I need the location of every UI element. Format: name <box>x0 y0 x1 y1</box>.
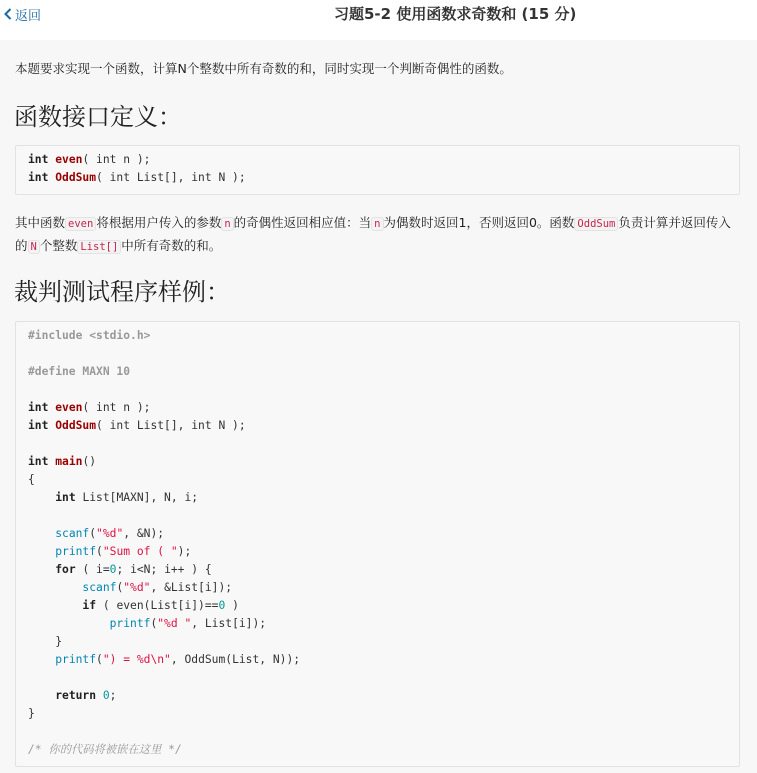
back-label: 返回 <box>15 8 42 24</box>
code-line: } <box>55 635 63 648</box>
code-line: if ( even(List[i])==0 ) <box>82 599 239 612</box>
code-line: int main() <box>28 455 97 468</box>
code-line <box>28 669 727 687</box>
code-line: int OddSum( int List[], int N ); <box>28 171 246 184</box>
code-line: for ( i=0; i<N; i++ ) { <box>55 563 212 576</box>
code-line <box>28 507 727 525</box>
section-heading-test-program: 裁判测试程序样例： <box>14 278 230 306</box>
inline-code: List[] <box>77 240 121 254</box>
code-line: /* 你的代码将被嵌在这里 */ <box>28 743 182 756</box>
code-line: printf("Sum of ( "); <box>55 545 192 558</box>
inline-code: N <box>28 240 40 254</box>
inline-code: OddSum <box>574 217 618 231</box>
test-program-code-block <box>15 321 740 767</box>
problem-content <box>0 40 757 773</box>
code-line: int even( int n ); <box>28 153 151 166</box>
code-line: #define MAXN 10 <box>28 365 131 378</box>
code-line: scanf("%d", &List[i]); <box>82 581 233 594</box>
top-bar <box>0 0 757 38</box>
code-line: return 0; <box>55 689 117 702</box>
interface-description: 其中函数 even 将根据用户传入的参数 n 的奇偶性返回相应值：当 n 为偶数时返回1，否则返回0。函数 OddSum 负责计算并返回传入的 N 个整数 List[] 中所有奇数的和。 <box>15 215 731 253</box>
code-line: printf(") = %d\n", OddSum(List, N)); <box>55 653 301 666</box>
inline-code: even <box>65 217 96 231</box>
code-line: scanf("%d", &N); <box>55 527 165 540</box>
code-line <box>28 345 727 363</box>
inline-code: n <box>371 217 383 231</box>
code-line: #include <stdio.h> <box>28 329 151 342</box>
code-line: } <box>28 707 35 720</box>
code-line: int OddSum( int List[], int N ); <box>28 419 246 432</box>
code-line: { <box>28 473 35 486</box>
back-button[interactable] <box>4 4 41 24</box>
section-heading-interface: 函数接口定义： <box>14 103 182 131</box>
code-line: int even( int n ); <box>28 401 151 414</box>
page-title: 习题5-2 使用函数求奇数和 (15 分) <box>334 5 577 23</box>
code-line: printf("%d ", List[i]); <box>109 617 267 630</box>
code-line <box>28 435 727 453</box>
chevron-left-icon <box>4 8 12 20</box>
problem-intro: 本题要求实现一个函数，计算N个整数中所有奇数的和，同时实现一个判断奇偶性的函数。 <box>15 61 512 76</box>
code-line: int List[MAXN], N, i; <box>55 491 199 504</box>
code-line <box>28 723 727 741</box>
inline-code: n <box>221 217 233 231</box>
code-line <box>28 381 727 399</box>
interface-code-block <box>15 145 740 195</box>
